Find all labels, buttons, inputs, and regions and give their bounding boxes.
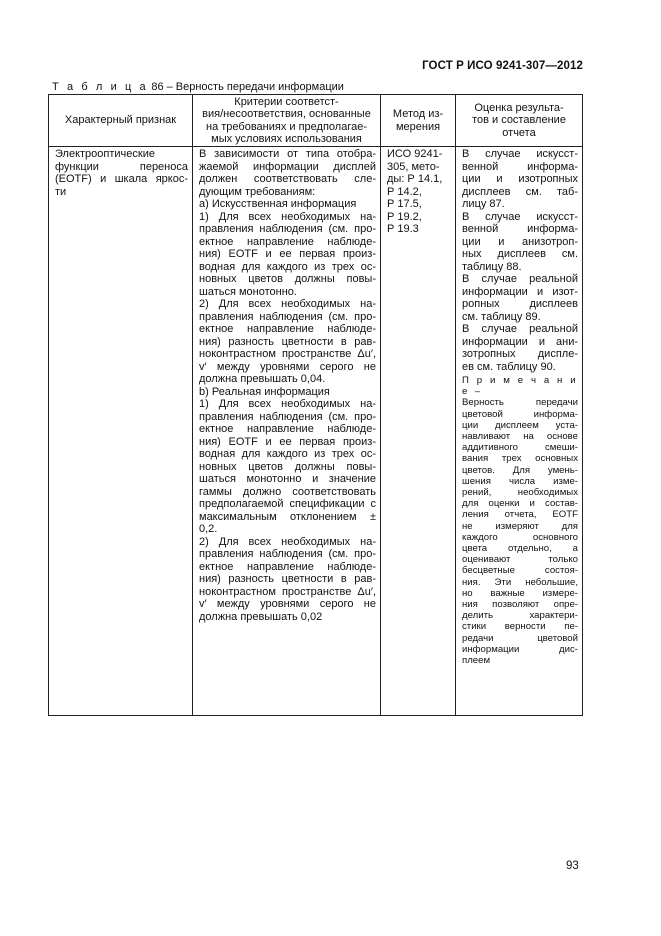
text-line: ции и анизотроп-	[462, 235, 578, 248]
text-line: зотропных диспле-	[462, 348, 578, 360]
text-line: 2) Для всех необходимых на-	[199, 298, 376, 310]
text-line: венной информа-	[462, 223, 578, 235]
table-row	[49, 147, 583, 716]
text-line: ропных дисплеев	[462, 298, 578, 310]
text-line: дующим требованиям:	[199, 185, 316, 198]
note-text-line: не измеряют для	[462, 520, 578, 532]
text-line: ектное направление наблюде-	[199, 235, 376, 248]
text-line: см. таблицу 89.	[462, 310, 541, 323]
text-line: В случае искусст-	[462, 148, 578, 160]
text-line: ных дисплеев см.	[462, 248, 578, 260]
text-line: 2) Для всех необходимых на-	[199, 535, 376, 548]
text-line: должен соответствовать сле-	[199, 173, 376, 185]
header-text-line: тов и составление	[472, 114, 566, 127]
note-text-line: каждого основного	[462, 531, 578, 543]
note-text-line: информации дис-	[462, 643, 578, 655]
text-line: предполагаемой спецификации с	[199, 498, 376, 510]
text-line: ния) разность цветности в рав-	[199, 573, 376, 585]
note-text-line: стики верности пе-	[462, 621, 578, 633]
table-caption-prefix: Т а б л и ц а	[52, 81, 149, 93]
text-line: Электрооптические	[55, 148, 155, 160]
text-line: таблицу 88.	[462, 260, 522, 273]
header-criteria	[193, 95, 381, 147]
page-number: 93	[566, 860, 579, 872]
text-line: водная для каждого из трех ос-	[199, 448, 376, 460]
table-caption	[52, 81, 344, 93]
table-header-row	[49, 95, 583, 147]
text-line: новных цветов должны повы-	[199, 460, 376, 473]
note-text-line: оценивают только	[462, 554, 578, 566]
text-line: правления наблюдения (см. про-	[199, 548, 376, 560]
note-text-line: плеем	[462, 655, 491, 667]
header-text-line: мых условиях использования	[211, 133, 362, 145]
text-line: 0,2.	[199, 523, 218, 535]
text-line: ев см. таблицу 90.	[462, 360, 556, 373]
text-line: 305, мето-	[387, 160, 440, 173]
cell-characteristic	[49, 147, 193, 716]
text-line: шаться монотонно.	[199, 285, 297, 298]
text-line: 1) Для всех необходимых на-	[199, 398, 376, 410]
text-line: ния) EOTF и ее первая произ-	[199, 435, 376, 448]
note-text-line: ния. Эти небольшие,	[462, 576, 578, 588]
text-line: ции и изотропных	[462, 173, 578, 185]
text-line: должна превышать 0,04.	[199, 373, 326, 385]
text-line: должна превышать 0,02	[199, 610, 323, 623]
text-line: ектное направление наблюде-	[199, 560, 376, 573]
note-text-line: цветов. Для умень-	[462, 464, 578, 476]
note-text-line: редачи цветовой	[462, 632, 578, 644]
text-line: В случае реальной	[462, 323, 578, 335]
text-line: Р 19.3	[387, 223, 419, 235]
text-line: а) Искусственная информация	[199, 198, 357, 210]
table-caption-title: 86 – Верность передачи информации	[148, 81, 344, 93]
text-line: В случае искусст-	[462, 210, 578, 223]
text-line: Р 17.5,	[387, 198, 422, 210]
text-line: водная для каждого из трех ос-	[199, 260, 376, 273]
note-text-line: шения числа изме-	[462, 475, 578, 487]
note-text-line: цвета отдельно, а	[462, 543, 578, 555]
note-text-line: ния позволяют опре-	[462, 599, 578, 611]
text-line: ноконтрастном пространстве Δu′,	[199, 585, 376, 598]
text-line: ды: Р 14.1,	[387, 173, 443, 185]
text-line: ноконтрастном пространстве Δu′,	[199, 348, 376, 360]
header-text-line: отчета	[502, 126, 536, 139]
text-line: ектное направление наблюде-	[199, 323, 376, 335]
text-line: ИСО 9241-	[387, 148, 443, 160]
header-text-line: мерения	[395, 120, 441, 133]
text-line: правления наблюдения (см. про-	[199, 310, 376, 323]
text-line: ти	[55, 185, 67, 198]
text-line: v′ между уровнями серого не	[199, 598, 376, 610]
header-text-line: Метод из-	[392, 108, 444, 120]
text-line: v′ между уровнями серого не	[199, 360, 376, 373]
standard-header: ГОСТ Р ИСО 9241-307—2012	[422, 60, 583, 72]
text-line: гаммы должно соответствовать	[199, 485, 376, 498]
header-text-line: на требованиях и предполагае-	[206, 120, 367, 133]
cell-method	[381, 147, 456, 716]
text-line: ектное направление наблюде-	[199, 423, 376, 435]
text-line: В зависимости от типа отобра-	[199, 148, 376, 160]
note-text-line: вания трех основных	[462, 453, 578, 465]
note-text-line: навливают на основе	[462, 431, 578, 443]
text-line: венной информа-	[462, 160, 578, 173]
header-text-line: Оценка результа-	[474, 101, 564, 114]
text-line: правления наблюдения (см. про-	[199, 410, 376, 423]
header-evaluation	[456, 95, 583, 147]
note-text-line: ции дисплеем уста-	[462, 419, 578, 431]
text-line: функции переноса	[55, 160, 188, 173]
text-line: максимальным отклонением ±	[199, 510, 376, 523]
text-line: шаться монотонно и значение	[199, 473, 376, 485]
note-text-line: бесцветные состоя-	[462, 565, 578, 577]
note-label: П р и м е ч а н и е –	[462, 375, 578, 398]
text-line: правления наблюдения (см. про-	[199, 223, 376, 235]
text-line: Р 19.2,	[387, 210, 422, 223]
cell-criteria	[193, 147, 381, 716]
text-line: 1) Для всех необходимых на-	[199, 210, 376, 223]
header-text-line: Критерии соответст-	[234, 95, 339, 108]
fidelity-table	[48, 94, 583, 716]
text-line: дисплеев см. таб-	[462, 185, 578, 198]
header-text-line: вия/несоответствия, основанные	[202, 108, 371, 120]
header-text-line: Характерный признак	[64, 114, 177, 127]
text-line: Р 14.2,	[387, 185, 422, 198]
text-line: информации и ани-	[462, 335, 578, 348]
text-line: (EOTF) и шкала яркос-	[55, 173, 188, 185]
text-line: информации и изот-	[462, 285, 578, 298]
note-text-line: для оценки и состав-	[462, 498, 578, 510]
note-text-line: ления отчета, EOTF	[462, 509, 578, 521]
note-text-line: аддитивного смеши-	[462, 442, 578, 454]
header-characteristic	[49, 95, 193, 147]
note-text-line: рений, необходимых	[462, 487, 578, 499]
cell-evaluation	[456, 147, 583, 716]
text-line: новных цветов должны повы-	[199, 273, 376, 285]
text-line: b) Реальная информация	[199, 385, 330, 398]
note-text-line: делить характери-	[462, 610, 578, 622]
text-line: ния) EOTF и ее первая произ-	[199, 248, 376, 260]
text-line: лицу 87.	[462, 198, 505, 210]
text-line: ния) разность цветности в рав-	[199, 335, 376, 348]
text-line: В случае реальной	[462, 273, 578, 285]
note-text-line: но важные измере-	[462, 587, 578, 599]
note-text-line: Верность передачи	[462, 397, 578, 409]
note-text-line: цветовой информа-	[462, 408, 578, 420]
header-method	[381, 95, 456, 147]
text-line: жаемой информации дисплей	[199, 160, 376, 173]
